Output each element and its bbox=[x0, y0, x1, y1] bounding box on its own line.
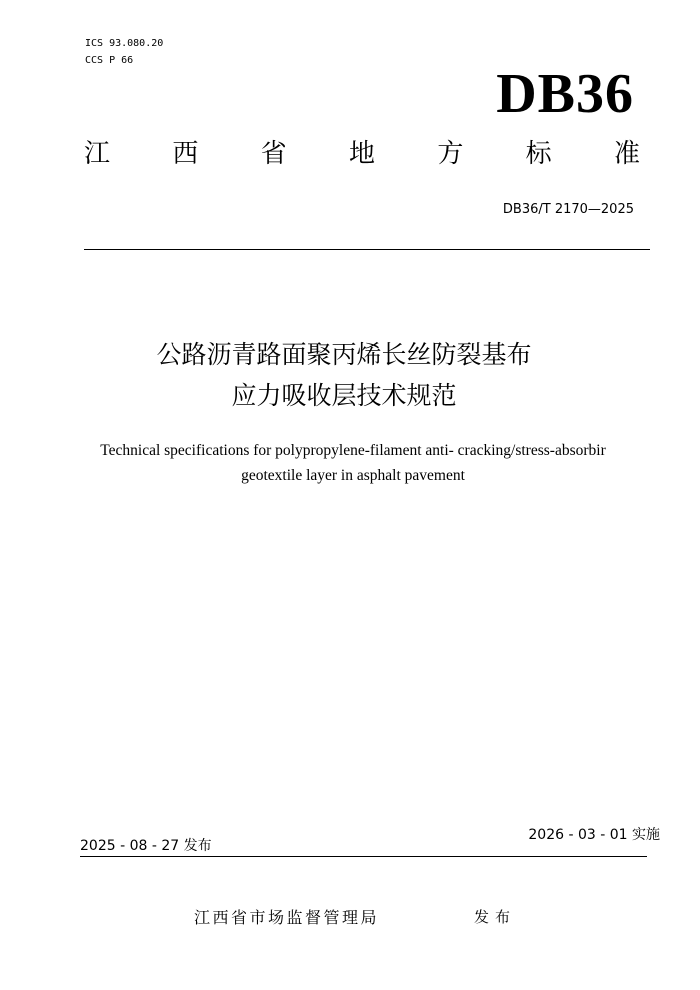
standard-type-char: 方 bbox=[437, 139, 464, 169]
standard-logo: DB36 bbox=[496, 63, 634, 125]
ccs-code: CCS P 66 bbox=[85, 55, 134, 66]
english-title-line-2: geotextile layer in asphalt pavement bbox=[241, 467, 465, 484]
publish-label: 发布 bbox=[474, 908, 517, 926]
publisher-name: 江西省市场监督管理局 bbox=[194, 908, 380, 927]
english-title-line-1: Technical specifications for polypropylene-filament anti- cracking/stress-absorbir bbox=[100, 442, 606, 459]
header-divider bbox=[84, 249, 650, 250]
standard-number: DB36/T 2170—2025 bbox=[502, 202, 634, 217]
footer-divider bbox=[80, 856, 647, 857]
standard-type-char: 标 bbox=[525, 139, 552, 169]
chinese-title-line-1: 公路沥青路面聚丙烯长丝防裂基布 bbox=[156, 340, 532, 369]
standard-type-char: 西 bbox=[172, 139, 199, 169]
chinese-title-line-2: 应力吸收层技术规范 bbox=[231, 381, 457, 410]
implementation-date: 2026 - 03 - 01 实施 bbox=[528, 827, 660, 843]
standard-type-char: 准 bbox=[613, 139, 640, 169]
standard-type bbox=[84, 136, 640, 172]
issue-date: 2025 - 08 - 27 发布 bbox=[80, 838, 212, 854]
standard-type-char: 江 bbox=[84, 139, 111, 169]
ics-code: ICS 93.080.20 bbox=[85, 38, 164, 49]
standard-type-char: 地 bbox=[348, 139, 375, 169]
standard-type-char: 省 bbox=[260, 139, 287, 169]
